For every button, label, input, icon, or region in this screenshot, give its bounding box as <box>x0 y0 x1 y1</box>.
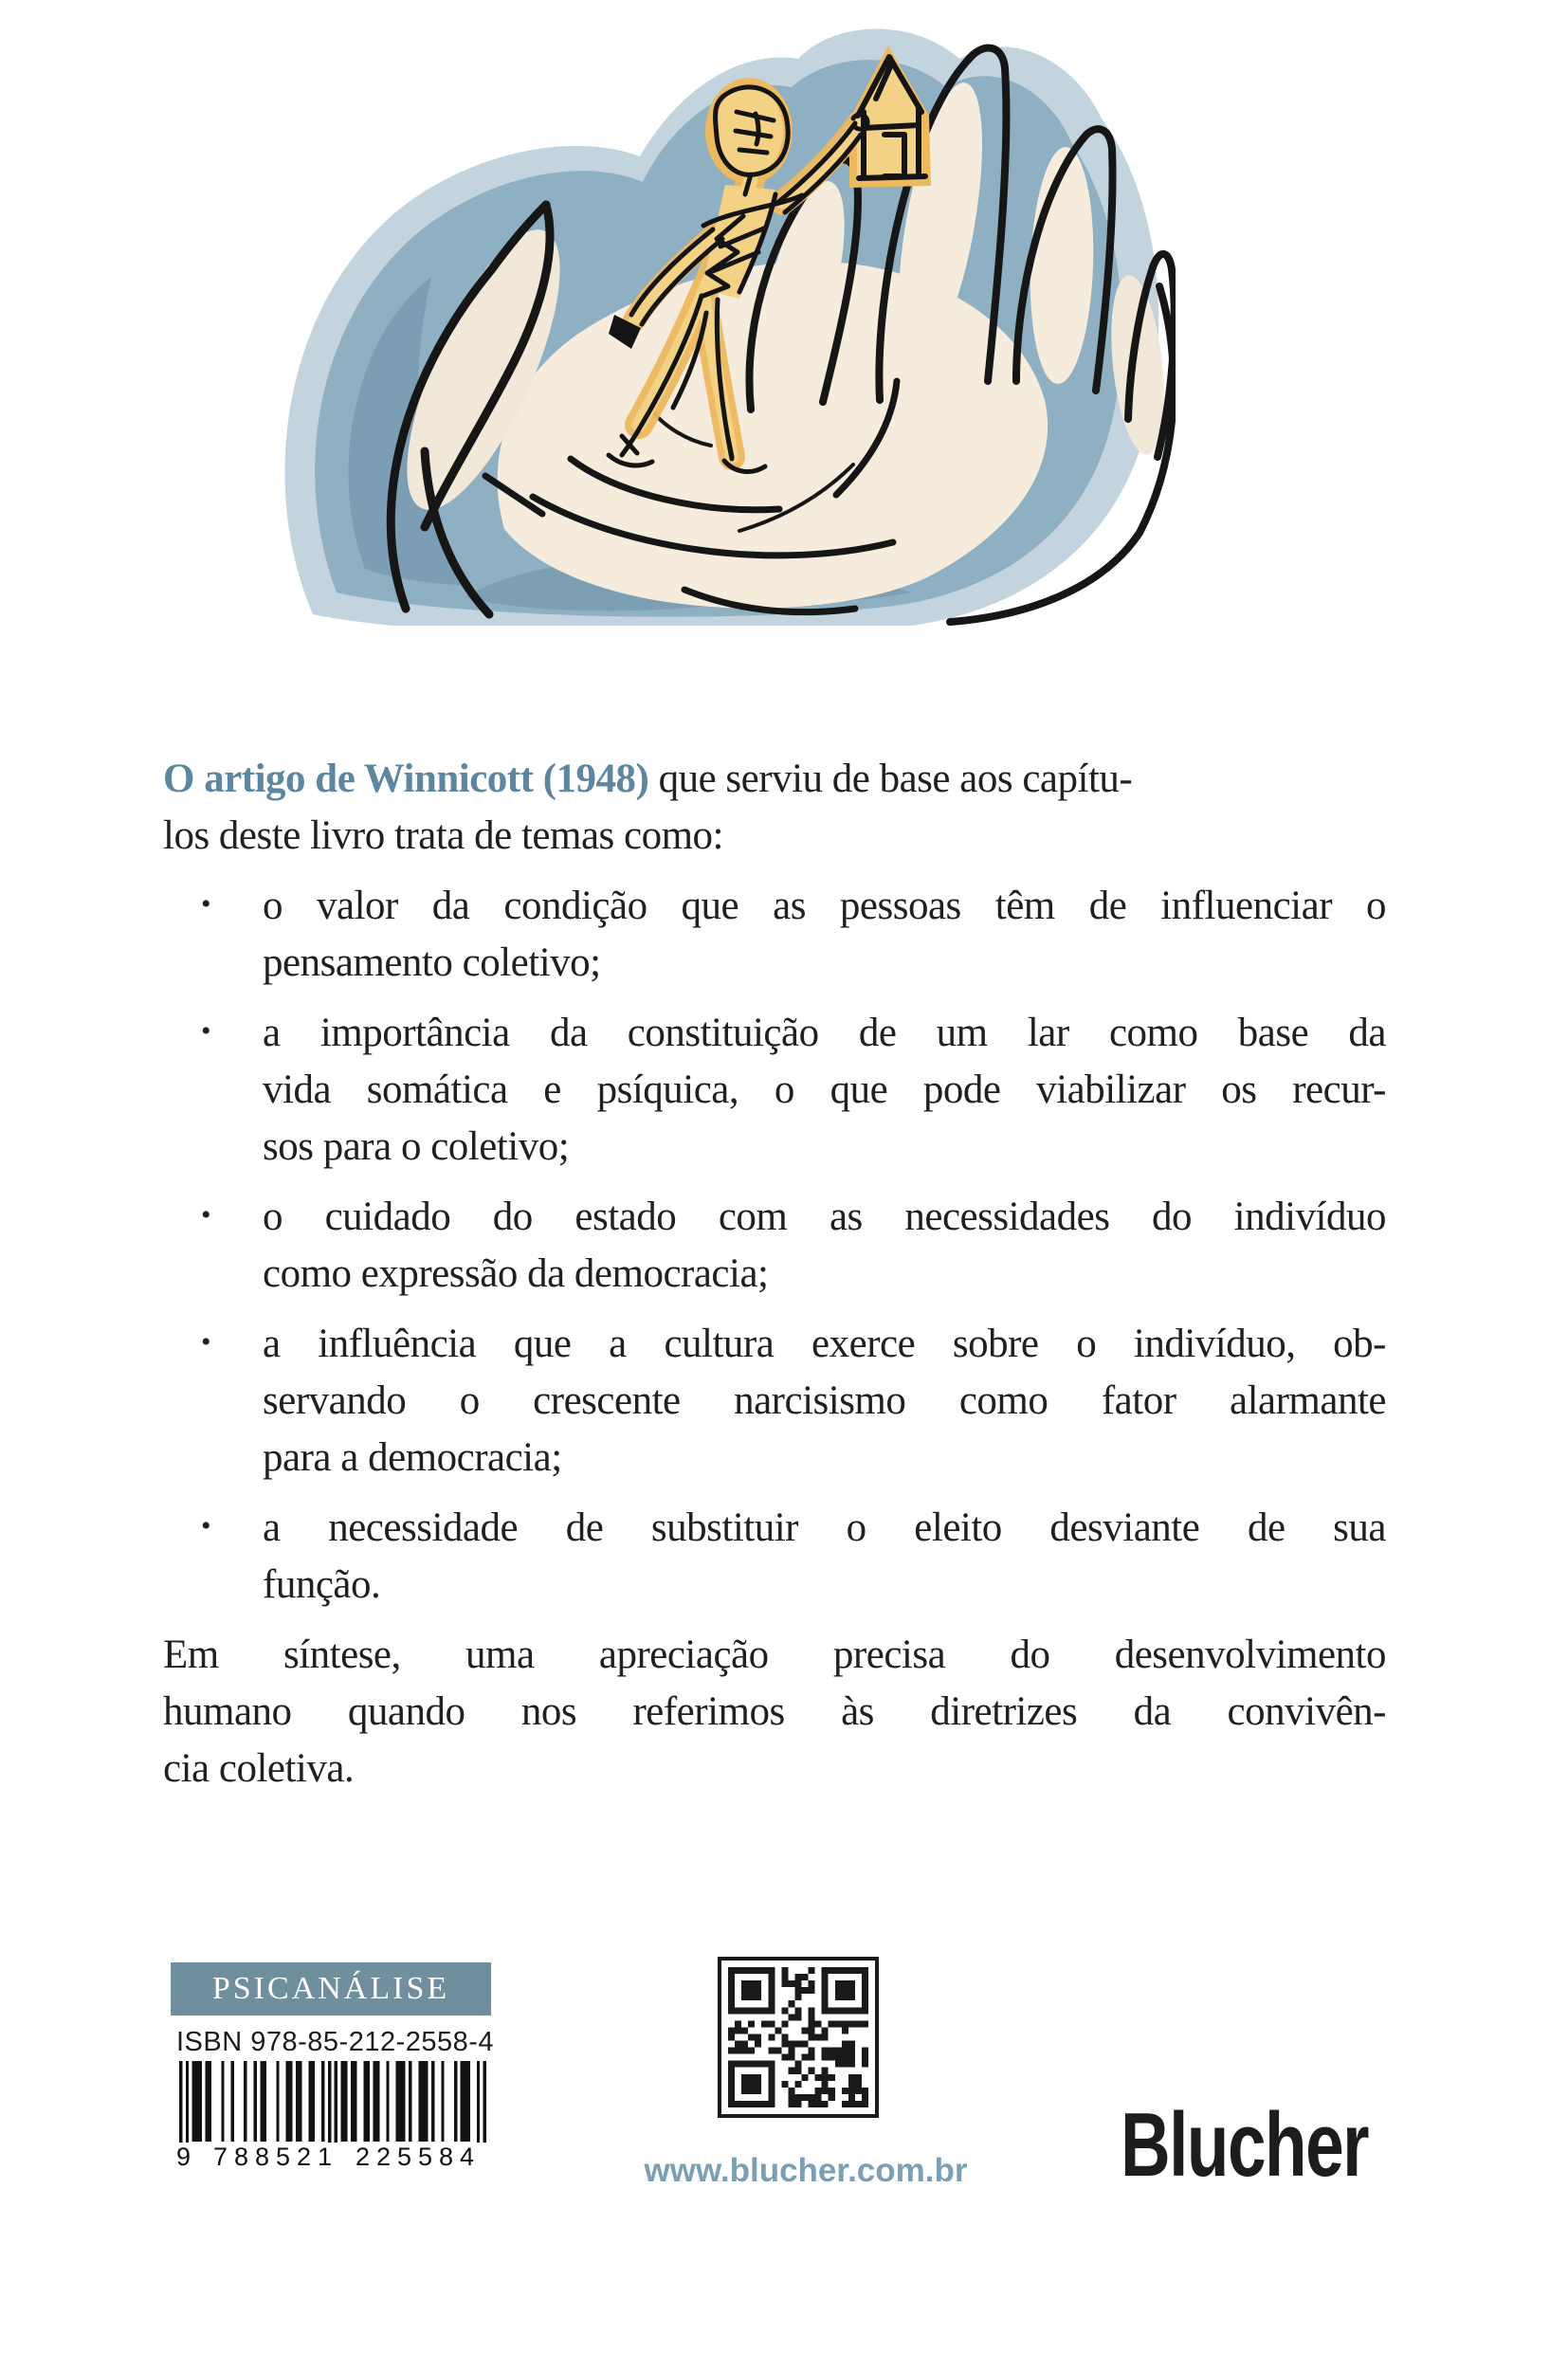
bullet-item <box>163 1189 1386 1303</box>
intro-line1-rest: que serviu de base aos capítu- <box>648 757 1133 801</box>
barcode-digit-group: 225584 <box>347 2143 489 2172</box>
bullet-dot-icon: • <box>201 1015 211 1047</box>
bullet-item <box>163 1316 1386 1487</box>
closing-paragraph <box>163 1627 1386 1797</box>
isbn-label: ISBN 978-85-212-2558-4 <box>176 2027 495 2057</box>
closing-line: Em síntese, uma apreciação precisa do desenvolvimento <box>163 1633 1386 1677</box>
intro-paragraph <box>163 751 1386 865</box>
bullet-line: para a democracia; <box>263 1435 562 1480</box>
bullet-line: sos para o coletivo; <box>263 1124 570 1169</box>
barcode-digits <box>176 2143 489 2172</box>
bullet-line: o cuidado do estado com as necessidades do indivíduo <box>263 1195 1386 1239</box>
bullet-item <box>163 1005 1386 1176</box>
publisher-website: www.blucher.com.br <box>644 2152 968 2189</box>
bullet-dot-icon: • <box>201 1199 211 1231</box>
bullet-line: a importância da constituição de um lar como base da <box>263 1011 1386 1055</box>
hand-illustration <box>171 0 1176 626</box>
qr-code <box>718 1957 879 2118</box>
bullet-line: a necessidade de substituir o eleito desviante de sua <box>263 1505 1386 1550</box>
bullet-line: o valor da condição que as pessoas têm de influenciar o <box>263 884 1386 928</box>
isbn-barcode-block <box>176 2027 495 2172</box>
ean13-barcode <box>176 2061 489 2156</box>
barcode-digit-group: 788521 <box>205 2143 347 2172</box>
bullet-dot-icon: • <box>201 888 211 920</box>
bullet-dot-icon: • <box>201 1326 211 1358</box>
bullet-item <box>163 1500 1386 1614</box>
bullet-line: vida somática e psíquica, o que pode viabilizar os recur- <box>263 1067 1386 1112</box>
intro-highlight: O artigo de Winnicott (1948) <box>163 757 649 801</box>
intro-line2: los deste livro trata de temas como: <box>163 813 723 858</box>
bullet-item <box>163 878 1386 992</box>
back-cover-text <box>163 751 1386 1797</box>
bullet-line: servando o crescente narcisismo como fator alarmante <box>263 1378 1386 1423</box>
closing-line: humano quando nos referimos às diretrizes da convivên- <box>163 1689 1386 1734</box>
bullet-line: função. <box>263 1562 381 1607</box>
publisher-logo: Blucher <box>1121 2094 1369 2196</box>
bullet-line: a influência que a cultura exerce sobre o indivíduo, ob- <box>263 1322 1386 1366</box>
bullet-dot-icon: • <box>201 1510 211 1541</box>
bullet-line: como expressão da democracia; <box>263 1251 769 1296</box>
barcode-digit-group: 9 <box>176 2143 205 2172</box>
bullet-line: pensamento coletivo; <box>263 940 601 985</box>
topics-bullet-list <box>163 878 1386 1614</box>
closing-line: cia coletiva. <box>163 1746 355 1791</box>
category-label: PSICANÁLISE <box>171 1962 491 2016</box>
